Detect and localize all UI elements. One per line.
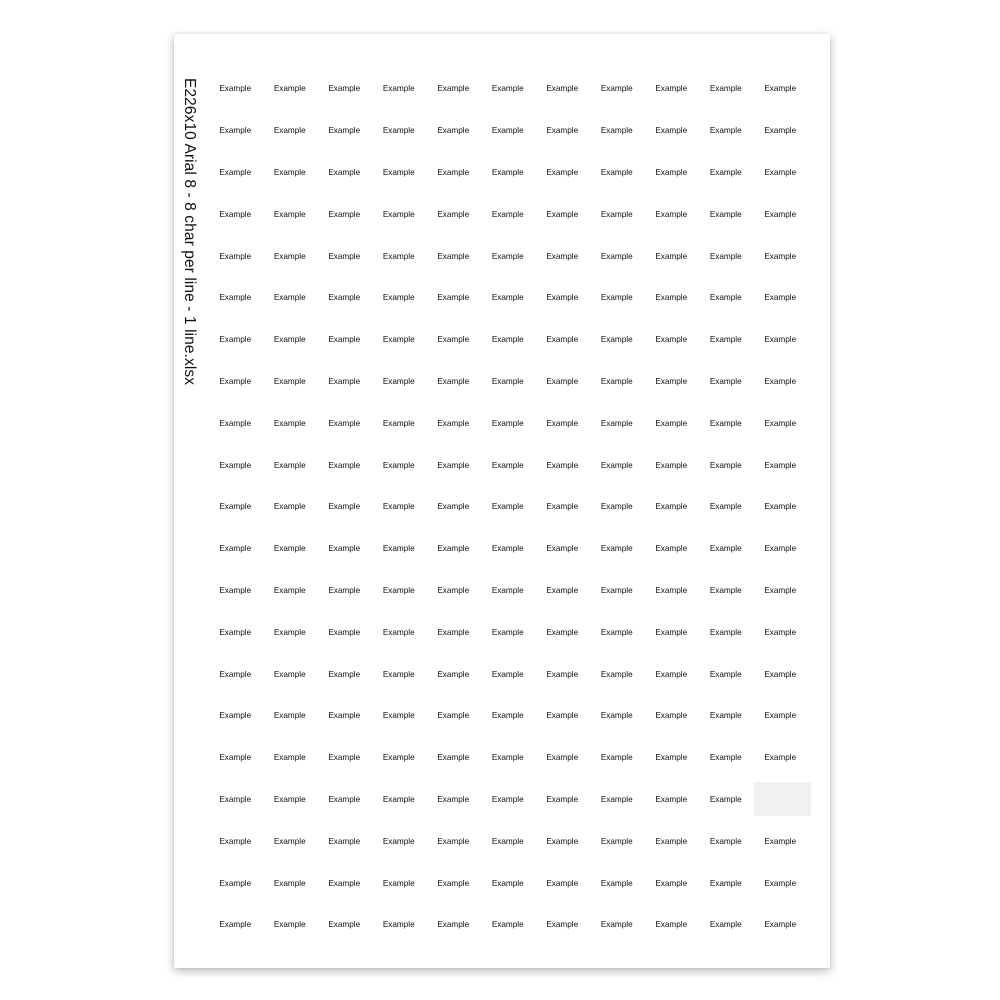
label-cell[interactable]: Example bbox=[655, 376, 688, 386]
label-cell[interactable]: Example bbox=[546, 293, 579, 303]
label-cell[interactable]: Example bbox=[437, 126, 470, 136]
label-cell[interactable]: Example bbox=[764, 753, 797, 763]
label-cell[interactable]: Example bbox=[655, 794, 688, 804]
label-cell[interactable]: Example bbox=[546, 376, 579, 386]
label-cell[interactable]: Example bbox=[219, 753, 252, 763]
label-cell[interactable]: Example bbox=[709, 544, 742, 554]
label-cell[interactable]: Example bbox=[382, 920, 415, 930]
label-cell[interactable]: Example bbox=[491, 418, 524, 428]
label-cell[interactable]: Example bbox=[437, 460, 470, 470]
label-cell[interactable]: Example bbox=[600, 376, 633, 386]
label-cell[interactable]: Example bbox=[328, 794, 361, 804]
label-cell[interactable]: Example bbox=[764, 585, 797, 595]
label-cell[interactable]: Example bbox=[764, 460, 797, 470]
label-cell[interactable]: Example bbox=[764, 376, 797, 386]
label-cell[interactable]: Example bbox=[382, 251, 415, 261]
label-cell[interactable]: Example bbox=[600, 293, 633, 303]
label-cell[interactable]: Example bbox=[382, 836, 415, 846]
label-cell[interactable]: Example bbox=[546, 460, 579, 470]
label-cell[interactable]: Example bbox=[328, 711, 361, 721]
label-cell[interactable]: Example bbox=[491, 167, 524, 177]
label-cell[interactable]: Example bbox=[382, 627, 415, 637]
label-cell[interactable]: Example bbox=[600, 460, 633, 470]
label-cell[interactable]: Example bbox=[382, 167, 415, 177]
label-cell[interactable]: Example bbox=[491, 84, 524, 94]
label-cell[interactable]: Example bbox=[437, 167, 470, 177]
label-cell[interactable]: Example bbox=[437, 920, 470, 930]
label-cell[interactable]: Example bbox=[328, 418, 361, 428]
label-cell[interactable]: Example bbox=[709, 335, 742, 345]
document-title: E226x10 Arial 8 - 8 char per line - 1 line.xlsx bbox=[181, 78, 198, 386]
label-cell[interactable]: Example bbox=[600, 711, 633, 721]
label-cell[interactable]: Example bbox=[219, 794, 252, 804]
label-cell[interactable]: Example bbox=[273, 627, 306, 637]
label-cell[interactable]: Example bbox=[382, 209, 415, 219]
label-cell[interactable]: Example bbox=[491, 376, 524, 386]
label-cell[interactable]: Example bbox=[328, 920, 361, 930]
label-cell[interactable]: Example bbox=[437, 418, 470, 428]
label-cell[interactable]: Example bbox=[546, 878, 579, 888]
label-cell[interactable]: Example bbox=[546, 669, 579, 679]
label-cell[interactable]: Example bbox=[382, 878, 415, 888]
label-cell[interactable]: Example bbox=[764, 126, 797, 136]
label-cell[interactable]: Example bbox=[764, 627, 797, 637]
label-cell[interactable]: Example bbox=[600, 669, 633, 679]
label-cell[interactable]: Example bbox=[328, 335, 361, 345]
label-cell[interactable]: Example bbox=[382, 794, 415, 804]
label-cell[interactable]: Example bbox=[600, 418, 633, 428]
label-cell[interactable]: Example bbox=[382, 585, 415, 595]
label-cell[interactable]: Example bbox=[600, 753, 633, 763]
label-cell[interactable]: Example bbox=[546, 418, 579, 428]
label-cell[interactable]: Example bbox=[219, 84, 252, 94]
label-cell[interactable]: Example bbox=[709, 209, 742, 219]
label-cell[interactable]: Example bbox=[491, 209, 524, 219]
label-cell[interactable]: Example bbox=[273, 711, 306, 721]
label-cell[interactable]: Example bbox=[219, 126, 252, 136]
label-cell[interactable]: Example bbox=[600, 126, 633, 136]
label-cell[interactable]: Example bbox=[709, 669, 742, 679]
label-cell[interactable]: Example bbox=[709, 126, 742, 136]
label-cell[interactable]: Example bbox=[546, 585, 579, 595]
label-cell[interactable]: Example bbox=[328, 209, 361, 219]
label-cell[interactable]: Example bbox=[709, 251, 742, 261]
label-cell[interactable]: Example bbox=[273, 126, 306, 136]
label-cell[interactable]: Example bbox=[382, 711, 415, 721]
label-cell[interactable]: Example bbox=[491, 627, 524, 637]
label-cell[interactable]: Example bbox=[764, 878, 797, 888]
label-cell[interactable]: Example bbox=[600, 878, 633, 888]
label-cell[interactable]: Example bbox=[328, 585, 361, 595]
label-cell[interactable]: Example bbox=[273, 878, 306, 888]
label-cell[interactable]: Example bbox=[764, 920, 797, 930]
label-cell[interactable]: Example bbox=[437, 376, 470, 386]
label-cell[interactable]: Example bbox=[655, 920, 688, 930]
label-cell[interactable]: Example bbox=[382, 293, 415, 303]
label-cell[interactable]: Example bbox=[764, 418, 797, 428]
label-cell[interactable]: Example bbox=[600, 920, 633, 930]
label-cell[interactable]: Example bbox=[546, 167, 579, 177]
label-cell[interactable]: Example bbox=[655, 669, 688, 679]
label-cell[interactable]: Example bbox=[655, 753, 688, 763]
label-cell[interactable]: Example bbox=[437, 544, 470, 554]
label-cell[interactable]: Example bbox=[709, 711, 742, 721]
label-cell[interactable]: Example bbox=[655, 84, 688, 94]
label-cell[interactable]: Example bbox=[764, 84, 797, 94]
label-cell[interactable]: Example bbox=[764, 293, 797, 303]
label-cell[interactable]: Example bbox=[219, 460, 252, 470]
label-cell[interactable]: Example bbox=[491, 585, 524, 595]
label-cell[interactable]: Example bbox=[600, 794, 633, 804]
label-cell[interactable]: Example bbox=[655, 502, 688, 512]
label-cell[interactable]: Example bbox=[328, 544, 361, 554]
label-cell[interactable]: Example bbox=[655, 460, 688, 470]
label-cell[interactable]: Example bbox=[491, 335, 524, 345]
label-cell[interactable]: Example bbox=[273, 753, 306, 763]
label-cell[interactable]: Example bbox=[709, 167, 742, 177]
label-cell[interactable]: Example bbox=[600, 544, 633, 554]
label-cell[interactable]: Example bbox=[273, 460, 306, 470]
label-cell[interactable]: Example bbox=[219, 585, 252, 595]
label-cell[interactable]: Example bbox=[273, 920, 306, 930]
label-cell[interactable]: Example bbox=[546, 209, 579, 219]
label-cell[interactable]: Example bbox=[382, 126, 415, 136]
label-cell[interactable]: Example bbox=[219, 920, 252, 930]
label-cell[interactable]: Example bbox=[546, 126, 579, 136]
label-cell[interactable]: Example bbox=[273, 544, 306, 554]
label-cell[interactable]: Example bbox=[437, 251, 470, 261]
label-cell[interactable]: Example bbox=[491, 251, 524, 261]
label-cell[interactable]: Example bbox=[491, 293, 524, 303]
label-cell[interactable]: Example bbox=[328, 878, 361, 888]
label-cell[interactable]: Example bbox=[491, 126, 524, 136]
label-cell[interactable]: Example bbox=[219, 293, 252, 303]
label-cell[interactable]: Example bbox=[328, 376, 361, 386]
label-cell[interactable]: Example bbox=[655, 836, 688, 846]
label-cell[interactable]: Example bbox=[764, 335, 797, 345]
label-cell[interactable]: Example bbox=[219, 167, 252, 177]
label-cell[interactable]: Example bbox=[655, 585, 688, 595]
label-cell[interactable]: Example bbox=[655, 544, 688, 554]
label-cell[interactable]: Example bbox=[655, 209, 688, 219]
label-cell[interactable]: Example bbox=[273, 293, 306, 303]
label-cell[interactable]: Example bbox=[382, 669, 415, 679]
label-cell[interactable]: Example bbox=[491, 669, 524, 679]
label-cell[interactable]: Example bbox=[764, 711, 797, 721]
label-cell[interactable]: Example bbox=[382, 418, 415, 428]
label-cell[interactable]: Example bbox=[491, 753, 524, 763]
label-cell[interactable]: Example bbox=[655, 418, 688, 428]
label-cell[interactable]: Example bbox=[709, 84, 742, 94]
empty-label-cell[interactable] bbox=[753, 779, 808, 821]
label-cell[interactable]: Example bbox=[709, 418, 742, 428]
label-cell[interactable]: Example bbox=[437, 878, 470, 888]
label-cell[interactable]: Example bbox=[328, 251, 361, 261]
label-cell[interactable]: Example bbox=[328, 753, 361, 763]
label-cell[interactable]: Example bbox=[491, 502, 524, 512]
label-cell[interactable]: Example bbox=[491, 836, 524, 846]
label-cell[interactable]: Example bbox=[546, 335, 579, 345]
label-cell[interactable]: Example bbox=[600, 251, 633, 261]
label-cell[interactable]: Example bbox=[437, 585, 470, 595]
label-cell[interactable]: Example bbox=[219, 711, 252, 721]
label-cell[interactable]: Example bbox=[546, 794, 579, 804]
label-cell[interactable]: Example bbox=[600, 502, 633, 512]
label-cell[interactable]: Example bbox=[655, 126, 688, 136]
label-cell[interactable]: Example bbox=[491, 920, 524, 930]
label-cell[interactable]: Example bbox=[273, 794, 306, 804]
label-cell[interactable]: Example bbox=[546, 502, 579, 512]
label-cell[interactable]: Example bbox=[764, 544, 797, 554]
label-cell[interactable]: Example bbox=[437, 753, 470, 763]
label-cell[interactable]: Example bbox=[328, 460, 361, 470]
label-cell[interactable]: Example bbox=[437, 84, 470, 94]
label-cell[interactable]: Example bbox=[273, 251, 306, 261]
label-cell[interactable]: Example bbox=[328, 627, 361, 637]
label-cell[interactable]: Example bbox=[219, 836, 252, 846]
label-cell[interactable]: Example bbox=[382, 335, 415, 345]
label-cell[interactable]: Example bbox=[273, 376, 306, 386]
label-cell[interactable]: Example bbox=[219, 418, 252, 428]
label-cell[interactable]: Example bbox=[600, 167, 633, 177]
label-cell[interactable]: Example bbox=[219, 669, 252, 679]
label-cell[interactable]: Example bbox=[437, 502, 470, 512]
label-cell[interactable]: Example bbox=[709, 460, 742, 470]
label-cell[interactable]: Example bbox=[328, 84, 361, 94]
label-cell[interactable]: Example bbox=[437, 627, 470, 637]
label-cell[interactable]: Example bbox=[655, 878, 688, 888]
label-cell[interactable]: Example bbox=[273, 167, 306, 177]
label-cell[interactable]: Example bbox=[273, 209, 306, 219]
label-cell[interactable]: Example bbox=[437, 669, 470, 679]
label-cell[interactable]: Example bbox=[655, 293, 688, 303]
label-cell[interactable]: Example bbox=[709, 627, 742, 637]
label-cell[interactable]: Example bbox=[546, 251, 579, 261]
label-cell[interactable]: Example bbox=[273, 418, 306, 428]
label-cell[interactable]: Example bbox=[600, 84, 633, 94]
label-cell[interactable]: Example bbox=[219, 376, 252, 386]
label-cell[interactable]: Example bbox=[437, 335, 470, 345]
label-cell[interactable]: Example bbox=[709, 376, 742, 386]
label-cell[interactable]: Example bbox=[546, 627, 579, 637]
label-cell[interactable]: Example bbox=[328, 669, 361, 679]
label-cell[interactable]: Example bbox=[219, 544, 252, 554]
label-cell[interactable]: Example bbox=[709, 836, 742, 846]
label-cell[interactable]: Example bbox=[600, 209, 633, 219]
label-cell[interactable]: Example bbox=[764, 209, 797, 219]
label-cell[interactable]: Example bbox=[546, 544, 579, 554]
label-cell[interactable]: Example bbox=[328, 836, 361, 846]
label-cell[interactable]: Example bbox=[709, 920, 742, 930]
label-cell[interactable]: Example bbox=[437, 836, 470, 846]
label-cell[interactable]: Example bbox=[546, 920, 579, 930]
label-cell[interactable]: Example bbox=[546, 753, 579, 763]
label-cell[interactable]: Example bbox=[546, 84, 579, 94]
label-cell[interactable]: Example bbox=[600, 585, 633, 595]
label-cell[interactable]: Example bbox=[328, 502, 361, 512]
label-cell[interactable]: Example bbox=[219, 335, 252, 345]
label-cell[interactable]: Example bbox=[709, 293, 742, 303]
label-cell[interactable]: Example bbox=[219, 209, 252, 219]
label-cell[interactable]: Example bbox=[600, 627, 633, 637]
label-cell[interactable]: Example bbox=[709, 878, 742, 888]
label-cell[interactable]: Example bbox=[219, 878, 252, 888]
label-cell[interactable]: Example bbox=[764, 669, 797, 679]
label-cell[interactable]: Example bbox=[328, 126, 361, 136]
label-cell[interactable]: Example bbox=[600, 335, 633, 345]
label-cell[interactable]: Example bbox=[655, 167, 688, 177]
label-cell[interactable]: Example bbox=[328, 293, 361, 303]
label-cell[interactable]: Example bbox=[273, 836, 306, 846]
label-cell[interactable]: Example bbox=[491, 544, 524, 554]
label-cell[interactable]: Example bbox=[764, 836, 797, 846]
label-cell[interactable]: Example bbox=[273, 335, 306, 345]
label-cell[interactable]: Example bbox=[437, 711, 470, 721]
label-cell[interactable]: Example bbox=[655, 627, 688, 637]
label-cell[interactable]: Example bbox=[382, 460, 415, 470]
label-cell[interactable]: Example bbox=[546, 711, 579, 721]
label-cell[interactable]: Example bbox=[709, 502, 742, 512]
label-cell[interactable]: Example bbox=[709, 753, 742, 763]
label-cell[interactable]: Example bbox=[709, 585, 742, 595]
label-cell[interactable]: Example bbox=[491, 878, 524, 888]
label-cell[interactable]: Example bbox=[382, 753, 415, 763]
label-cell[interactable]: Example bbox=[273, 669, 306, 679]
label-cell[interactable]: Example bbox=[491, 794, 524, 804]
label-cell[interactable]: Example bbox=[764, 251, 797, 261]
label-cell[interactable]: Example bbox=[382, 544, 415, 554]
label-grid bbox=[208, 68, 808, 946]
label-cell[interactable]: Example bbox=[219, 502, 252, 512]
label-cell[interactable]: Example bbox=[219, 251, 252, 261]
label-cell[interactable]: Example bbox=[764, 167, 797, 177]
label-cell[interactable]: Example bbox=[382, 84, 415, 94]
label-cell[interactable]: Example bbox=[273, 502, 306, 512]
label-cell[interactable]: Example bbox=[655, 335, 688, 345]
label-cell[interactable]: Example bbox=[382, 502, 415, 512]
label-cell[interactable]: Example bbox=[437, 794, 470, 804]
label-cell[interactable]: Example bbox=[655, 711, 688, 721]
label-cell[interactable]: Example bbox=[709, 794, 742, 804]
label-cell[interactable]: Example bbox=[437, 293, 470, 303]
label-cell[interactable]: Example bbox=[764, 502, 797, 512]
label-cell[interactable]: Example bbox=[328, 167, 361, 177]
label-cell[interactable]: Example bbox=[546, 836, 579, 846]
label-cell[interactable]: Example bbox=[437, 209, 470, 219]
label-cell[interactable]: Example bbox=[382, 376, 415, 386]
label-cell[interactable]: Example bbox=[491, 711, 524, 721]
label-cell[interactable]: Example bbox=[491, 460, 524, 470]
label-cell[interactable]: Example bbox=[273, 585, 306, 595]
label-cell[interactable]: Example bbox=[600, 836, 633, 846]
label-cell[interactable]: Example bbox=[219, 627, 252, 637]
label-cell[interactable]: Example bbox=[273, 84, 306, 94]
label-cell[interactable]: Example bbox=[655, 251, 688, 261]
